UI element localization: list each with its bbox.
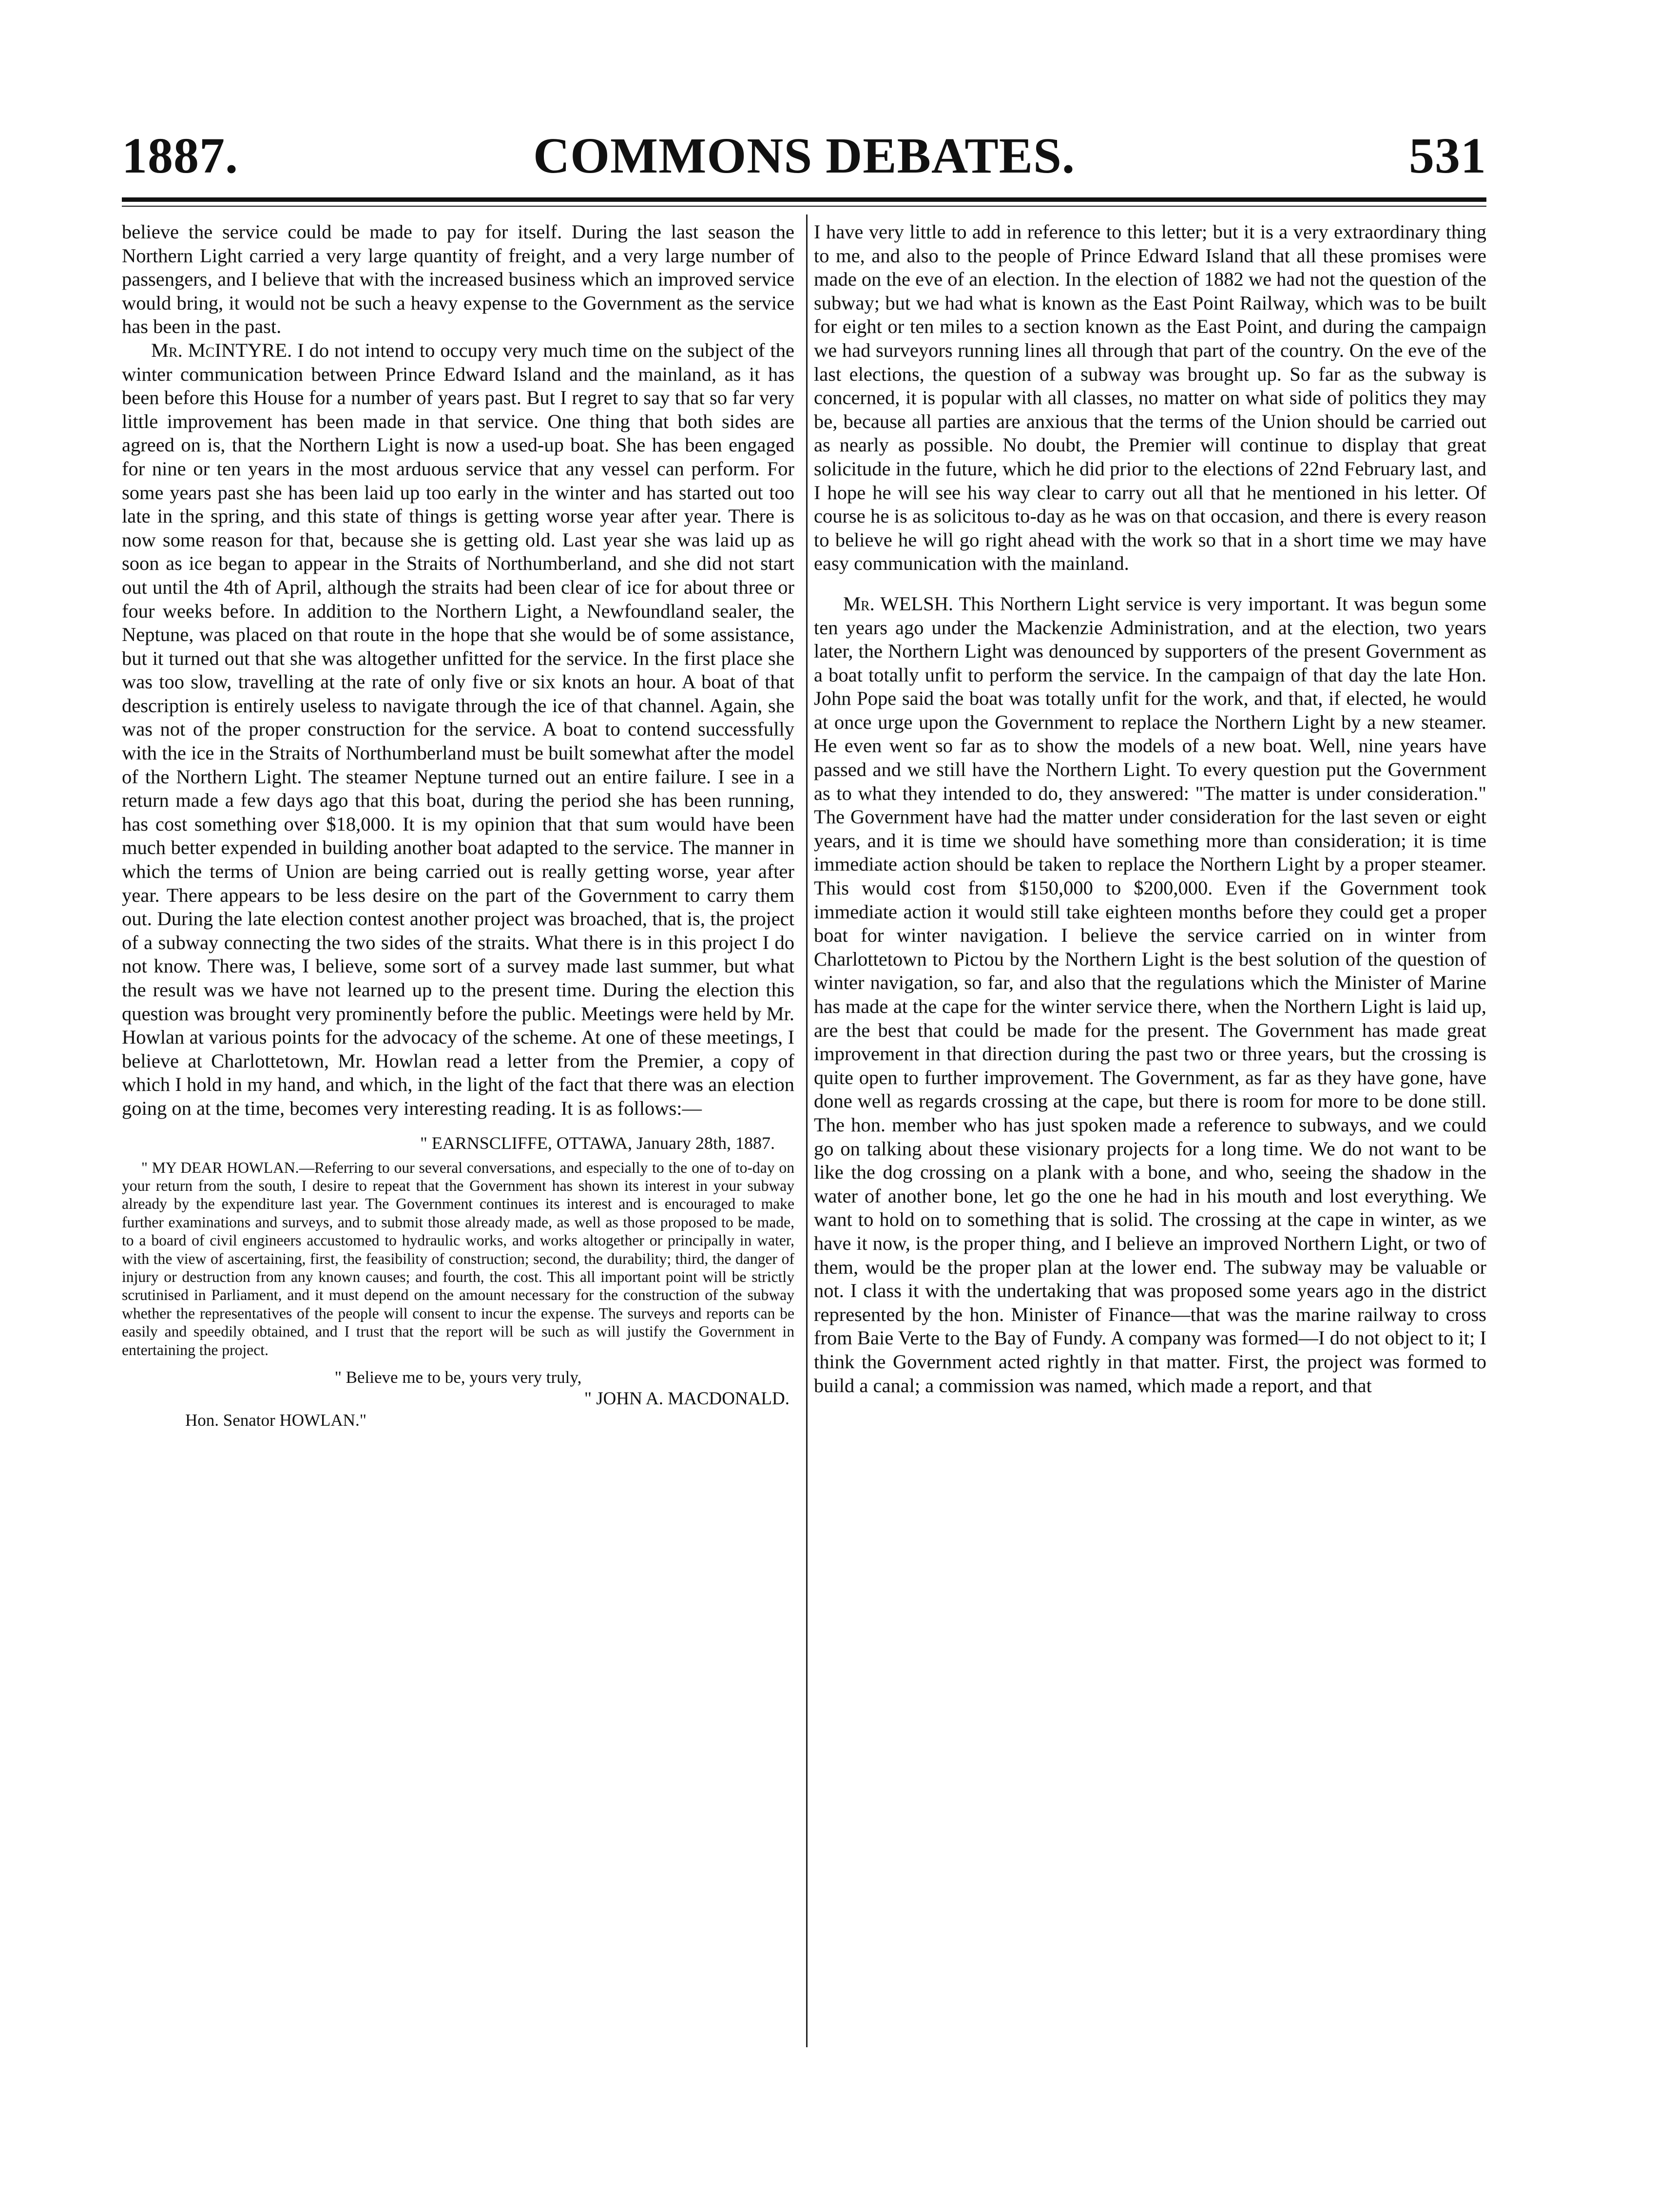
speech-paragraph bbox=[122, 339, 794, 1121]
paragraph: believe the service could be made to pay for itself. During the last season the Northern Light carried a very large quantity of freight, and a very large number of passengers, and I believe that with the increased business which an improved service would bring, it would not be such a heavy expense to the Government as the service has been in the past. bbox=[122, 221, 794, 338]
column-divider bbox=[806, 214, 808, 2047]
speaker-name: Mr. WELSH. bbox=[843, 592, 953, 615]
page-number: 531 bbox=[1409, 128, 1486, 184]
speech-text: This Northern Light service is very important. It was begun some ten years ago under the Mackenzie Administration, and at the election, two years later, the Northern Light was denounced by supporters of the present Government as a boat totally unfit to perform the service. In the campaign of that day the late Hon. John Pope said the boat was totally unfit for the work, and that, if elected, he would at once urge upon the Government to replace the Northern Light by a new steamer. He even went so far as to show the models of a new boat. Well, nine years have passed and we still have the Northern Light. To every question put the Government as to what they intended to do, they answered: "The matter is under consideration." The Government have had the matter under consideration for the last seven or eight years, and it is time we should have something more than consideration; it is time immediate action should be taken to replace the Northern Light by a proper steamer. This would cost from $150,000 to $200,000. Even if the Government took immediate action it would still take eighteen months before they could get a proper boat for winter navigation. I believe the service carried on in winter from Charlottetown to Pictou by the Northern Light is the best solution of the question of winter navigation, so far, and also that the regulations which the Minister of Marine has made at the cape for the winter service there, when the Northern Light is laid up, are the best that could be made for the present. The Government has made great improvement in that direction during the past two or three years, but the crossing is quite open to further improvement. The Government, as far as they have gone, have done well as regards crossing at the cape, but there is room for more to be done still. The hon. member who has just spoken made a reference to subways, and we could go on talking about these visionary projects for a long time. We do not want to be like the dog crossing on a plank with a bone, and who, seeing the shadow in the water of another bone, let go the one he had in his mouth and lost everything. We want to hold on to something that is solid. The crossing at the cape in winter, as we have it now, is the proper thing, and I believe an improved Northern Light, or two of them, would be the proper plan at the lower end. The subway may be valuable or not. I class it with the undertaking that was proposed some years ago in the district represented by the hon. Minister of Finance—that was the marine railway to cross from Baie Verte to the Bay of Fundy. A company was formed—I do not object to it; I think the Government acted rightly in that matter. First, the project was formed to build a canal; a commission was named, which made a report, and that bbox=[814, 592, 1486, 1397]
speaker-name: Mr. McINTYRE. bbox=[151, 339, 292, 361]
speech-paragraph bbox=[814, 592, 1486, 1397]
letter-addressee: Hon. Senator HOWLAN." bbox=[185, 1411, 366, 1430]
letter-body: " MY DEAR HOWLAN.—Referring to our several conversations, and especially to the one of to-day on your return from the south, I desire to repeat that the Government has shown its interest in your subway already by the expenditure last year. The Government continues its interest and is encouraged to make further examinations and surveys, and to submit those already made, as well as those proposed to be made, to a board of civil engineers accustomed to hydraulic works, and works altogether or principally in water, with the view of ascertaining, first, the feasibility of construction; second, the durability; third, the danger of injury or destruction from any known causes; and fourth, the cost. This all important point will be strictly scrutinised in Parliament, and it must depend on the amount necessary for the construction of the subway whether the representatives of the people will consent to incur the expense. The surveys and reports can be easily and speedily obtained, and I trust that the report will be such as will justify the Government in entertaining the project. bbox=[122, 1159, 794, 1358]
header-rule-thick bbox=[122, 197, 1486, 202]
letter-signature: " JOHN A. MACDONALD. bbox=[584, 1389, 789, 1409]
speech-text: I do not intend to occupy very much time on the subject of the winter communication between Prince Edward Island and the mainland, as it has been before this House for a number of years past. But I regret to say that so far very little improvement has been made in that service. One thing that both sides are agreed on is, that the Northern Light is now a used-up boat. She has been engaged for nine or ten years in the most arduous service that any vessel can perform. For some years past she has been laid up too early in the winter and has started out too late in the spring, and this state of things is getting worse year after year. There is now some reason for that, because she is getting old. Last year she was laid up as soon as ice began to appear in the Straits of Northumberland, and she did not start out until the 4th of April, although the straits had been clear of ice for about three or four weeks before. In addition to the Northern Light, a Newfoundland sealer, the Neptune, was placed on that route in the hope that she would be of some assistance, but it turned out that she was altogether unfitted for the service. In the first place she was too slow, travelling at the rate of only five or six knots an hour. A boat of that description is entirely useless to navigate through the ice of that channel. Again, she was not of the proper construction for the service. A boat to contend successfully with the ice in the Straits of Northumberland must be built somewhat after the model of the Northern Light. The steamer Neptune turned out an entire failure. I see in a return made a few days ago that this boat, during the period she has been running, has cost something over $18,000. It is my opinion that that sum would have been much better expended in building another boat adapted to the service. The manner in which the terms of Union are being carried out is really getting worse, year after year. There appears to be less desire on the part of the Government to carry them out. During the late election contest another project was broached, that is, the project of a subway connecting the two sides of the straits. What there is in this project I do not know. There was, I believe, some sort of a survey made last summer, but what the result was we have not learned up to the present time. During the election this question was brought very prominently before the public. Meetings were held by Mr. Howlan at various points for the advocacy of the scheme. At one of these meetings, I believe at Charlottetown, Mr. Howlan read a letter from the Premier, a copy of which I hold in my hand, and which, in the light of the fact that there was an election going on at the time, becomes very interesting reading. It is as follows:— bbox=[122, 339, 794, 1119]
year: 1887. bbox=[122, 128, 238, 184]
page-header bbox=[122, 124, 1486, 188]
header-rule-thin bbox=[122, 206, 1486, 207]
letter-dateline: " EARNSCLIFFE, OTTAWA, January 28th, 1887. bbox=[420, 1133, 775, 1153]
left-column bbox=[122, 220, 794, 1431]
letter-sign-off: " Believe me to be, yours very truly, bbox=[334, 1368, 582, 1387]
right-column bbox=[814, 220, 1486, 1397]
paragraph: I have very little to add in reference to this letter; but it is a very extraordinary thing to me, and also to the people of Prince Edward Island that all these promises were made on the eve of an election. In the election of 1882 we had not the question of the subway; but we had what is known as the East Point Railway, which was to be built for eight or ten miles to a section known as the East Point, and during the campaign we had surveyors running lines all through that part of the country. On the eve of the last elections, the question of a subway was brought up. So far as the subway is concerned, it is popular with all classes, no matter on what side of politics they may be, because all parties are anxious that the terms of the Union should be carried out as nearly as possible. No doubt, the Premier will continue to display that great solicitude in the future, which he did prior to the elections of 22nd February last, and I hope he will see his way clear to carry out all that he mentioned in his letter. Of course he is as solicitous to-day as he was on that occasion, and there is every reason to believe he will go right ahead with the work so that in a short time we may have easy communication with the mainland. bbox=[814, 221, 1486, 575]
publication-title: COMMONS DEBATES. bbox=[533, 128, 1075, 184]
